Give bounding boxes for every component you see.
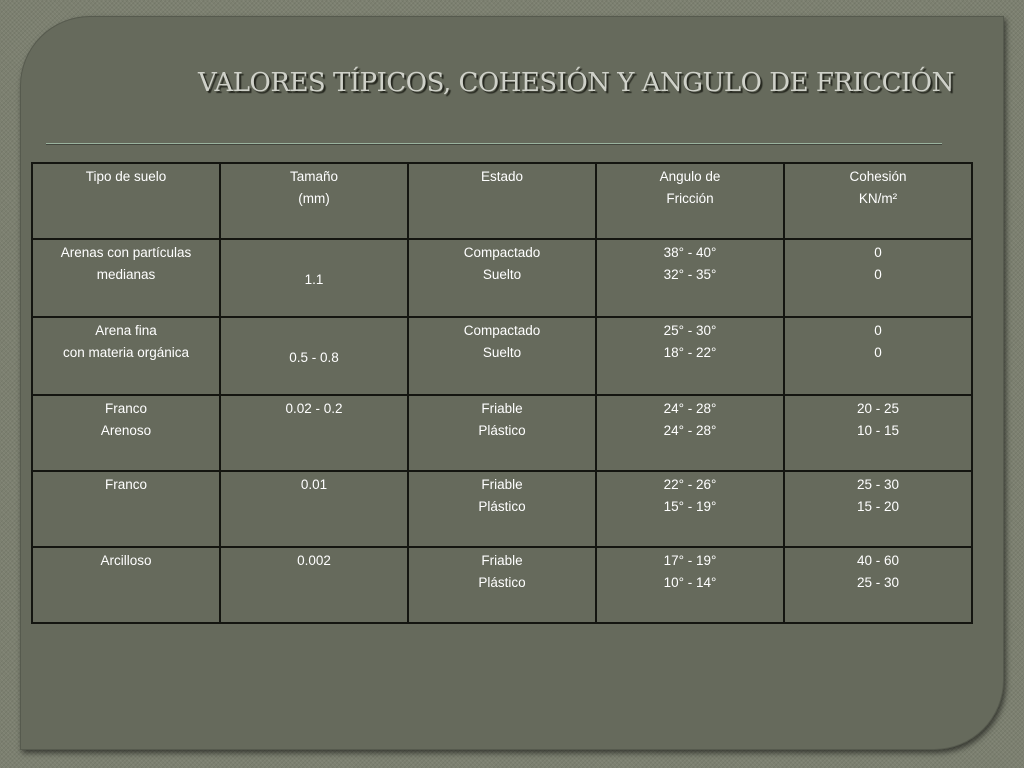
cell-line: 1.1 bbox=[304, 272, 324, 287]
cell-line: 15 - 20 bbox=[856, 499, 900, 514]
cell-cohesion bbox=[784, 239, 972, 317]
cell-cohesion bbox=[784, 395, 972, 471]
cell-cohesion bbox=[784, 471, 972, 547]
cell-line: 0.002 bbox=[297, 553, 331, 568]
cell-angulo bbox=[596, 547, 784, 623]
cell-line: 0.5 - 0.8 bbox=[289, 350, 339, 365]
cell-line: Plástico bbox=[478, 423, 526, 438]
cell-line: Franco bbox=[104, 401, 148, 416]
cell-line: 25 - 30 bbox=[856, 575, 900, 590]
cell-line: Compactado bbox=[463, 323, 541, 338]
cell-line: medianas bbox=[96, 267, 156, 282]
cell-line: Plástico bbox=[478, 575, 526, 590]
slide-title: VALORES TÍPICOS, COHESIÓN Y ANGULO DE FRICCIÓN bbox=[198, 68, 954, 98]
cell-line: Arena fina bbox=[95, 323, 157, 338]
cell-line: 0 bbox=[874, 323, 882, 338]
cell-line: 18° - 22° bbox=[663, 345, 717, 360]
cell-estado bbox=[408, 317, 596, 395]
header-line: Cohesión bbox=[849, 169, 907, 184]
cell-line: 32° - 35° bbox=[663, 267, 717, 282]
header-line: Angulo de bbox=[659, 169, 721, 184]
header-line: KN/m² bbox=[858, 191, 898, 206]
cell-line: Suelto bbox=[482, 345, 522, 360]
header-line: Tamaño bbox=[289, 169, 339, 184]
cell-line: 0 bbox=[874, 345, 882, 360]
cell-tamano bbox=[220, 317, 408, 395]
cell-angulo bbox=[596, 471, 784, 547]
cell-line: 0.02 - 0.2 bbox=[285, 401, 343, 416]
cell-tipo bbox=[32, 317, 220, 395]
header-line: Tipo de suelo bbox=[85, 169, 167, 184]
cell-tamano bbox=[220, 395, 408, 471]
cell-line: 0 bbox=[874, 267, 882, 282]
cell-line: Friable bbox=[481, 477, 523, 492]
cell-line: 0.01 bbox=[300, 477, 328, 492]
cell-estado bbox=[408, 547, 596, 623]
cell-line: Arenoso bbox=[100, 423, 152, 438]
cell-line: con materia orgánica bbox=[62, 345, 190, 360]
header-line: Estado bbox=[480, 169, 524, 184]
cell-line: 38° - 40° bbox=[663, 245, 717, 260]
cell-line: 10° - 14° bbox=[663, 575, 717, 590]
cell-line: Plástico bbox=[478, 499, 526, 514]
cell-angulo bbox=[596, 395, 784, 471]
cell-line: 15° - 19° bbox=[663, 499, 717, 514]
table-row bbox=[32, 239, 972, 317]
cell-tipo bbox=[32, 239, 220, 317]
cell-line: 24° - 28° bbox=[663, 423, 717, 438]
cell-line: Friable bbox=[481, 401, 523, 416]
cell-cohesion bbox=[784, 547, 972, 623]
cell-tipo bbox=[32, 395, 220, 471]
table-header-row bbox=[32, 163, 972, 239]
cell-tamano bbox=[220, 471, 408, 547]
header-tipo-de-suelo bbox=[32, 163, 220, 239]
cell-line: 10 - 15 bbox=[856, 423, 900, 438]
cell-line: 25 - 30 bbox=[856, 477, 900, 492]
cell-line: Suelto bbox=[482, 267, 522, 282]
header-cohesion bbox=[784, 163, 972, 239]
cell-estado bbox=[408, 239, 596, 317]
cell-estado bbox=[408, 395, 596, 471]
cell-tamano bbox=[220, 547, 408, 623]
cell-line: 24° - 28° bbox=[663, 401, 717, 416]
cell-line: 22° - 26° bbox=[663, 477, 717, 492]
table-row bbox=[32, 471, 972, 547]
cell-tamano bbox=[220, 239, 408, 317]
header-estado bbox=[408, 163, 596, 239]
cell-angulo bbox=[596, 317, 784, 395]
table-row bbox=[32, 395, 972, 471]
soil-values-table bbox=[31, 162, 973, 624]
table-row bbox=[32, 317, 972, 395]
cell-line: 17° - 19° bbox=[663, 553, 717, 568]
cell-angulo bbox=[596, 239, 784, 317]
title-divider bbox=[46, 143, 942, 144]
cell-cohesion bbox=[784, 317, 972, 395]
cell-line: Arcilloso bbox=[100, 553, 152, 568]
table-row bbox=[32, 547, 972, 623]
cell-line: Friable bbox=[481, 553, 523, 568]
cell-line: 20 - 25 bbox=[856, 401, 900, 416]
cell-line: Compactado bbox=[463, 245, 541, 260]
cell-tipo bbox=[32, 547, 220, 623]
cell-line: Franco bbox=[104, 477, 148, 492]
header-tamano bbox=[220, 163, 408, 239]
cell-line: 40 - 60 bbox=[856, 553, 900, 568]
cell-line: Arenas con partículas bbox=[60, 245, 192, 260]
cell-estado bbox=[408, 471, 596, 547]
cell-tipo bbox=[32, 471, 220, 547]
cell-line: 25° - 30° bbox=[663, 323, 717, 338]
cell-line: 0 bbox=[874, 245, 882, 260]
header-line: Fricción bbox=[666, 191, 714, 206]
header-line: (mm) bbox=[298, 191, 330, 206]
header-angulo-friccion bbox=[596, 163, 784, 239]
